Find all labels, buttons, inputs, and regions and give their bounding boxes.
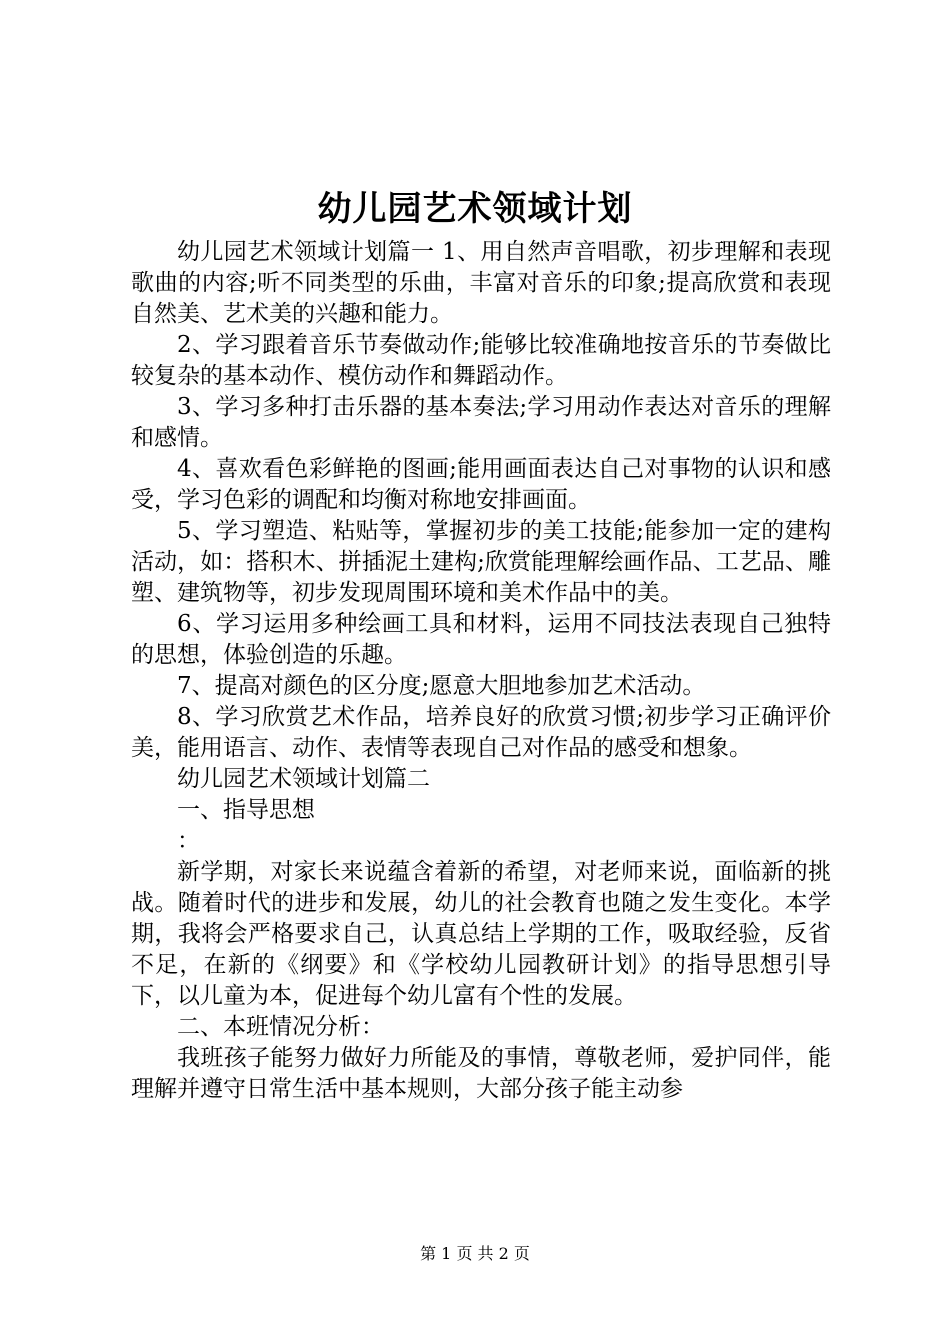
paragraph: 4、喜欢看色彩鲜艳的图画;能用画面表达自己对事物的认识和感受，学习色彩的调配和均衡对称地安排画面。 bbox=[131, 456, 831, 513]
paragraph: ： bbox=[177, 828, 200, 854]
section-heading: 幼儿园艺术领域计划篇二 bbox=[177, 766, 430, 792]
paragraph: 3、学习多种打击乐器的基本奏法;学习用动作表达对音乐的理解和感情。 bbox=[131, 394, 831, 451]
paragraph: 7、提高对颜色的区分度;愿意大胆地参加艺术活动。 bbox=[177, 673, 706, 699]
document-body bbox=[131, 237, 831, 1105]
document-title: 幼儿园艺术领域计划 bbox=[317, 189, 633, 229]
paragraph: 6、学习运用多种绘画工具和材料，运用不同技法表现自己独特的思想，体验创造的乐趣。 bbox=[131, 611, 831, 668]
paragraph: 我班孩子能努力做好力所能及的事情，尊敬老师，爱护同伴，能理解并遵守日常生活中基本规则，大部分孩子能主动参 bbox=[131, 1045, 831, 1102]
paragraph: 新学期，对家长来说蕴含着新的希望，对老师来说，面临新的挑战。随着时代的进步和发展，幼儿的社会教育也随之发生变化。本学期，我将会严格要求自己，认真总结上学期的工作，吸取经验，反省不足，在新的《纲要》和《学校幼儿园教研计划》的指导思想引导下，以儿童为本，促进每个幼儿富有个性的发展。 bbox=[131, 859, 831, 1009]
paragraph: 2、学习跟着音乐节奏做动作;能够比较准确地按音乐的节奏做比较复杂的基本动作、模仿动作和舞蹈动作。 bbox=[131, 332, 831, 389]
paragraph: 幼儿园艺术领域计划篇一 1、用自然声音唱歌，初步理解和表现歌曲的内容;听不同类型的乐曲，丰富对音乐的印象;提高欣赏和表现自然美、艺术美的兴趣和能力。 bbox=[131, 239, 831, 327]
page-footer: 第 1 页 共 2 页 bbox=[420, 1244, 530, 1263]
section-heading: 一、指导思想 bbox=[177, 797, 315, 823]
section-heading: 二、本班情况分析： bbox=[177, 1014, 384, 1040]
paragraph: 8、学习欣赏艺术作品，培养良好的欣赏习惯;初步学习正确评价美，能用语言、动作、表情等表现自己对作品的感受和想象。 bbox=[131, 704, 831, 761]
paragraph: 5、学习塑造、粘贴等，掌握初步的美工技能;能参加一定的建构活动，如：搭积木、拼插泥土建构;欣赏能理解绘画作品、工艺品、雕塑、建筑物等，初步发现周围环境和美术作品中的美。 bbox=[131, 518, 831, 606]
